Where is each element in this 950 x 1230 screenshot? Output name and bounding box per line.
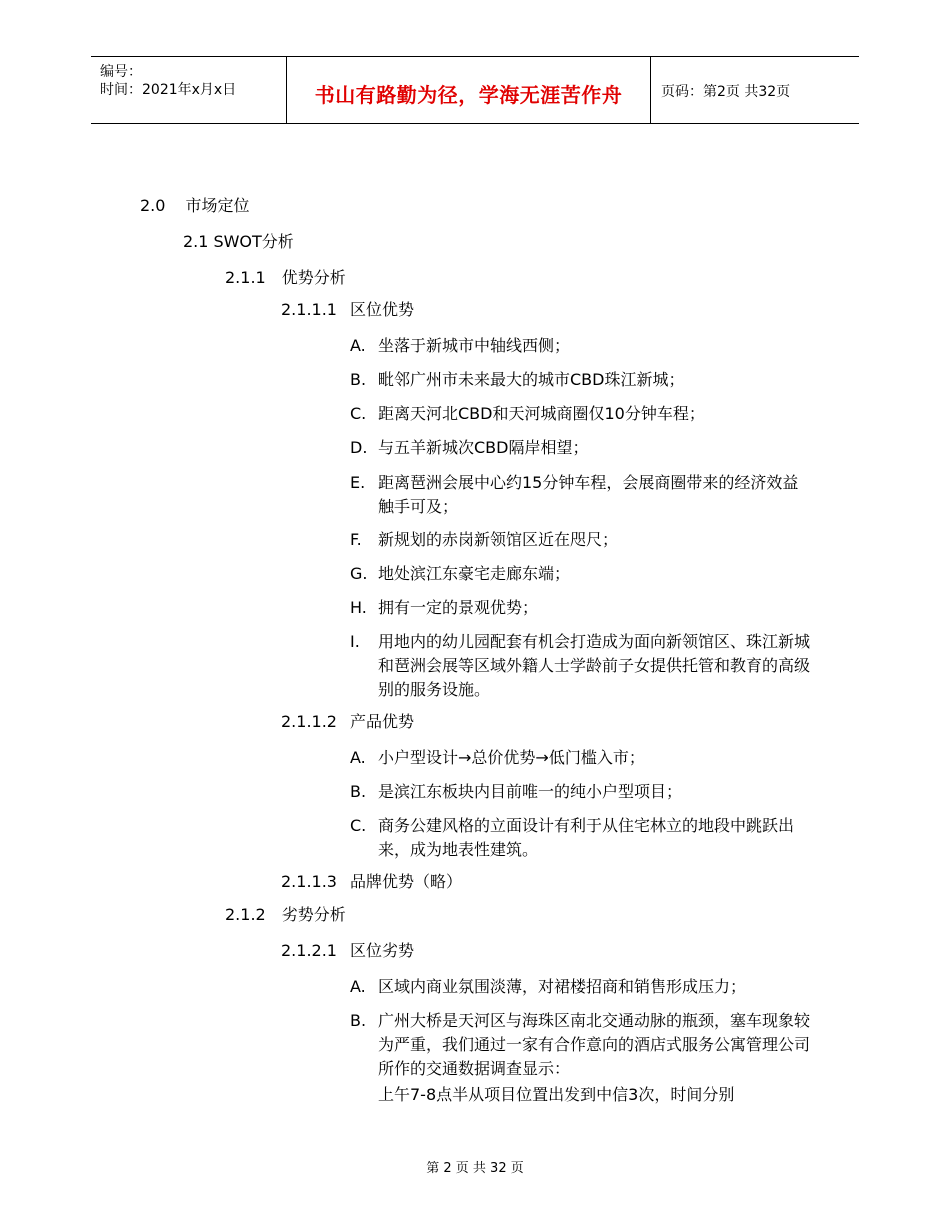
heading-title: 区位劣势 [349,941,414,960]
heading-title: 区位优势 [349,300,414,319]
heading-2-1-1-3 [281,870,462,894]
page-footer: 第 2 页 共 32 页 [426,1161,524,1176]
heading-number: 2.1.1.1 [281,300,337,319]
heading-title: 品牌优势（略） [349,872,462,891]
heading-number: 2.1 [183,232,209,251]
continuation-paragraph: 上午7-8点半从项目位置出发到中信3次，时间分别 [378,1085,735,1104]
heading-title: 劣势分析 [281,905,346,924]
heading-2-1-1 [225,266,346,290]
heading-2-1-2-1 [281,939,414,963]
heading-number: 2.0 [140,196,166,215]
header-middle-cell [287,57,651,123]
heading-title: 优势分析 [281,268,346,287]
header-right-cell [651,57,859,123]
heading-2-1 [183,230,294,254]
motto: 书山有路勤为径，学海无涯苦作舟 [314,83,623,107]
heading-2-1-1-2 [281,710,414,734]
page-info: 页码：第2页 共32页 [661,84,791,100]
heading-number: 2.1.1.3 [281,872,337,891]
heading-number: 2.1.1 [225,268,266,287]
heading-title: 市场定位 [185,196,250,215]
heading-number: 2.1.1.2 [281,712,337,731]
heading-2-0 [140,194,249,218]
heading-title: 产品优势 [349,712,414,731]
header-left-cell [91,57,287,123]
heading-number: 2.1.2 [225,905,266,924]
heading-2-1-2 [225,903,346,927]
heading-title: SWOT分析 [213,232,294,251]
heading-2-1-1-1 [281,298,414,322]
serial-label: 编号： [100,64,142,80]
page-header [91,56,859,124]
heading-number: 2.1.2.1 [281,941,337,960]
time-label: 时间：2021年x月x日 [100,82,237,98]
